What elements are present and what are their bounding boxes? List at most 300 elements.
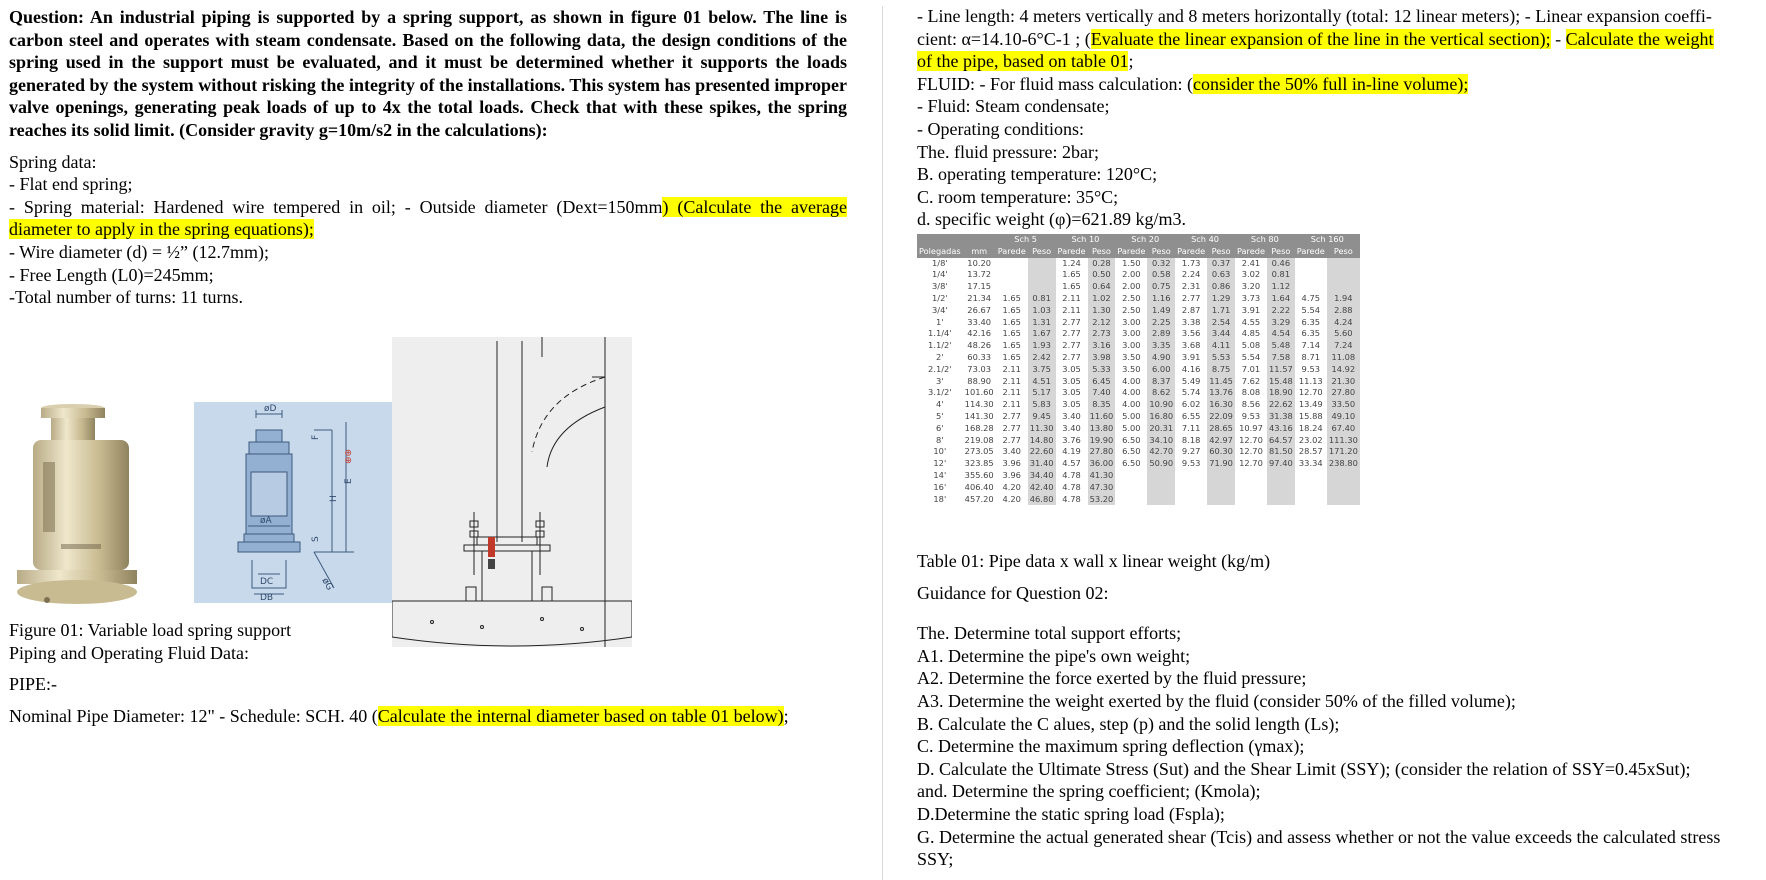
table-cell: 3.68 bbox=[1175, 340, 1207, 352]
table-cell: 4.57 bbox=[1056, 458, 1088, 470]
table-cell: 3.44 bbox=[1207, 328, 1235, 340]
table-cell: 4.75 bbox=[1295, 293, 1327, 305]
table-cell: 3.16 bbox=[1088, 340, 1116, 352]
guidance-list bbox=[917, 622, 1757, 871]
table-row bbox=[917, 494, 1360, 506]
table-row bbox=[917, 423, 1360, 435]
table-cell: 2.11 bbox=[996, 399, 1028, 411]
column-header: mm bbox=[963, 246, 996, 258]
table-cell: 11.60 bbox=[1089, 410, 1114, 421]
table-cell: 10.90 bbox=[1149, 399, 1174, 410]
table-cell: 1/4' bbox=[917, 269, 963, 281]
table-cell: 15.88 bbox=[1295, 411, 1327, 423]
table-cell: 2.42 bbox=[1028, 352, 1056, 364]
column-header: Peso bbox=[1327, 246, 1360, 258]
table-cell: 1' bbox=[917, 317, 963, 329]
table-cell: 0.86 bbox=[1207, 281, 1235, 293]
table-cell: 11.30 bbox=[1029, 422, 1054, 433]
column-header: Parede bbox=[1296, 245, 1325, 256]
guidance-item: B. Calculate the C alues, step (p) and the solid length (Ls); bbox=[917, 713, 1340, 734]
table-cell: 1.50 bbox=[1115, 258, 1147, 270]
table-cell: 9.53 bbox=[1295, 364, 1327, 376]
internal-diameter-highlight: Calculate the internal diameter based on table 01 below) bbox=[377, 705, 784, 726]
table-cell: 8' bbox=[917, 435, 963, 447]
table-cell bbox=[996, 269, 1028, 281]
schedule-header: Sch 80 bbox=[1235, 234, 1295, 246]
table-cell: 11.45 bbox=[1209, 375, 1233, 386]
table-cell: 4.54 bbox=[1267, 328, 1295, 340]
table-cell: 8.62 bbox=[1147, 387, 1175, 399]
pipe-data-table bbox=[917, 234, 1561, 528]
table-cell: 3.96 bbox=[996, 470, 1028, 482]
table-row bbox=[917, 269, 1360, 281]
table-cell: 6.35 bbox=[1295, 328, 1327, 340]
table-cell: 111.30 bbox=[1328, 434, 1358, 445]
table-cell: 4.78 bbox=[1056, 494, 1088, 506]
table-cell: 1.65 bbox=[996, 305, 1028, 317]
expansion-coefficient-text: cient: α=14.10-6°C-1 ; ( bbox=[917, 28, 1091, 49]
right-column bbox=[917, 0, 1757, 870]
fluid-type: - Fluid: Steam condensate; bbox=[917, 96, 1110, 117]
table-cell: 2.77 bbox=[996, 435, 1028, 447]
line-length: - Line length: 4 meters vertically and 8 meters horizontally (total: 12 linear meters); - Linear expansion coeffi- bbox=[917, 6, 1712, 26]
table-cell: 219.08 bbox=[964, 434, 994, 445]
table-cell bbox=[1327, 470, 1360, 482]
table-cell: 11.57 bbox=[1269, 363, 1293, 374]
table-cell: 1/2' bbox=[917, 293, 963, 305]
table-cell: 8.18 bbox=[1175, 435, 1207, 447]
table-cell bbox=[1295, 258, 1327, 270]
table-cell: 2.77 bbox=[1056, 328, 1088, 340]
table-cell: 7.40 bbox=[1088, 387, 1116, 399]
table-cell: 12.70 bbox=[1235, 446, 1267, 458]
table-cell: 3.98 bbox=[1088, 352, 1116, 364]
table-cell: 2.89 bbox=[1147, 328, 1175, 340]
guidance-title: Guidance for Question 02: bbox=[917, 582, 1109, 603]
table-cell: 1.71 bbox=[1207, 305, 1235, 317]
table-cell: 1.30 bbox=[1088, 305, 1116, 317]
table-cell: 60.30 bbox=[1209, 446, 1233, 457]
column-header: Parede bbox=[1236, 245, 1265, 256]
table-cell: 49.10 bbox=[1327, 411, 1360, 423]
table-cell: 5.48 bbox=[1267, 340, 1295, 352]
table-cell: 42.97 bbox=[1209, 434, 1233, 445]
question-text: Question: An industrial piping is supported by a spring support, as shown in figure 01 below. The line is carbon steel and operates with steam condensate. Based on the following data, the design conditions of the spring used in the support must be evaluated, and it must be determined whether it supports the loads generated by the system without risking the integrity of the installations. This system has presented improper valve openings, generating peak loads of up to 4x the total loads. Check that with these spikes, the spring reaches its solid limit. (Consider gravity g=10m/s2 in the calculations): bbox=[9, 7, 847, 140]
table-cell: 97.40 bbox=[1269, 458, 1293, 469]
table-cell: 0.32 bbox=[1147, 258, 1175, 270]
table-cell: 6' bbox=[917, 423, 963, 435]
table-cell bbox=[996, 258, 1028, 270]
table-cell: 2.50 bbox=[1115, 305, 1147, 317]
table-cell: 16.80 bbox=[1149, 410, 1174, 421]
table-cell: 2.11 bbox=[996, 376, 1028, 388]
table-cell: 3.38 bbox=[1175, 317, 1207, 329]
table-cell: 4.11 bbox=[1207, 340, 1235, 352]
table-cell: 2.25 bbox=[1147, 317, 1175, 329]
guidance-item: A3. Determine the weight exerted by the fluid (consider 50% of the filled volume); bbox=[917, 690, 1516, 711]
dimension-drawing bbox=[194, 402, 392, 603]
table-cell: 3/4' bbox=[917, 305, 963, 317]
table-cell: 4.00 bbox=[1115, 399, 1147, 411]
table-cell bbox=[1327, 281, 1360, 293]
table-cell: 4.51 bbox=[1028, 376, 1056, 388]
table-row bbox=[917, 293, 1360, 305]
schedule-header: Sch 20 bbox=[1115, 234, 1175, 246]
table-row bbox=[917, 482, 1360, 494]
table-cell: 15.48 bbox=[1269, 375, 1293, 386]
table-cell: 4.16 bbox=[1175, 364, 1207, 376]
schedule-header: Sch 40 bbox=[1175, 234, 1235, 246]
table-header-blank bbox=[917, 234, 996, 246]
table-cell: 3.40 bbox=[1056, 423, 1088, 435]
guidance-item: D.Determine the static spring load (Fspla); bbox=[917, 803, 1225, 824]
table-cell: 7.24 bbox=[1327, 340, 1360, 352]
table-cell: 1/8' bbox=[917, 258, 963, 270]
table-cell: 3.76 bbox=[1056, 435, 1088, 447]
table-cell: 7.01 bbox=[1235, 364, 1267, 376]
table-cell: 406.40 bbox=[964, 481, 994, 492]
table-cell: 48.26 bbox=[963, 340, 996, 352]
spring-data-title: Spring data: bbox=[9, 151, 97, 172]
table-cell: 1.31 bbox=[1028, 317, 1056, 329]
nominal-diameter-text: Nominal Pipe Diameter: 12" - Schedule: SCH. 40 ( bbox=[9, 705, 378, 726]
table-cell: 6.45 bbox=[1088, 376, 1116, 388]
spring-support-photo bbox=[9, 404, 139, 619]
spring-material-text: - Spring material: Hardened wire tempered in oil; - Outside diameter (Dext=150mm bbox=[9, 196, 663, 217]
table-cell: 0.37 bbox=[1207, 258, 1235, 270]
table-cell: 4.20 bbox=[996, 494, 1028, 506]
room-temperature: C. room temperature: 35°C; bbox=[917, 186, 1119, 207]
table-cell bbox=[1235, 470, 1267, 482]
table-cell: 2.77 bbox=[996, 423, 1028, 435]
table-cell: 10' bbox=[917, 446, 963, 458]
table-cell: 11.13 bbox=[1295, 376, 1327, 388]
column-header: Peso bbox=[1267, 246, 1295, 258]
fluid-mass-text: FLUID: - For fluid mass calculation: ( bbox=[917, 73, 1193, 94]
guidance-item: SSY; bbox=[917, 849, 954, 870]
table-cell: 3.05 bbox=[1056, 364, 1088, 376]
pipe-support-drawing bbox=[392, 337, 632, 647]
column-header: Polegadas bbox=[919, 245, 961, 256]
table-cell bbox=[1115, 494, 1147, 506]
table-cell: 42.70 bbox=[1149, 446, 1174, 457]
table-cell bbox=[1235, 494, 1267, 506]
table-cell: 31.38 bbox=[1269, 410, 1293, 421]
table-cell bbox=[1295, 269, 1327, 281]
table-cell: 18.90 bbox=[1269, 387, 1293, 398]
table-cell: 33.50 bbox=[1327, 399, 1360, 411]
table-cell: 8.71 bbox=[1295, 352, 1327, 364]
table-cell bbox=[1295, 494, 1327, 506]
table-cell: 43.16 bbox=[1269, 422, 1293, 433]
table-cell: 3.40 bbox=[1056, 411, 1088, 423]
guidance-item: C. Determine the maximum spring deflection (γmax); bbox=[917, 736, 1305, 757]
table-cell: 88.90 bbox=[963, 376, 996, 388]
fluid-volume-highlight: consider the 50% full in-line volume); bbox=[1192, 73, 1469, 94]
table-cell: 33.34 bbox=[1295, 458, 1327, 470]
table-cell: 10.20 bbox=[963, 258, 996, 270]
table-cell: 18.24 bbox=[1295, 423, 1327, 435]
table-cell: 2.11 bbox=[996, 364, 1028, 376]
table-cell: 3.20 bbox=[1235, 281, 1267, 293]
table-cell: 2.77 bbox=[1056, 317, 1088, 329]
nominal-diameter-line bbox=[9, 705, 847, 728]
table-cell bbox=[1235, 482, 1267, 494]
flat-end-line: - Flat end spring; bbox=[9, 174, 133, 195]
table-cell: 20.31 bbox=[1149, 422, 1174, 433]
table-cell: 2.77 bbox=[996, 411, 1028, 423]
table-cell: 9.27 bbox=[1175, 446, 1207, 458]
table-cell: 6.50 bbox=[1115, 458, 1147, 470]
table-cell: 5.17 bbox=[1028, 387, 1056, 399]
table-cell: 5.53 bbox=[1207, 352, 1235, 364]
table-cell: 4.24 bbox=[1327, 317, 1360, 329]
table-cell: 1.65 bbox=[1056, 281, 1088, 293]
table-row bbox=[917, 446, 1360, 458]
table-cell: 7.14 bbox=[1295, 340, 1327, 352]
table-cell: 2.73 bbox=[1088, 328, 1116, 340]
table-cell: 28.65 bbox=[1209, 422, 1233, 433]
table-cell: 1.65 bbox=[996, 340, 1028, 352]
table-cell: 3' bbox=[917, 376, 963, 388]
table-cell: 13.80 bbox=[1089, 422, 1114, 433]
table-cell bbox=[1028, 258, 1056, 270]
table-cell: 23.02 bbox=[1295, 435, 1327, 447]
table-cell bbox=[1028, 281, 1056, 293]
operating-temperature: B. operating temperature: 120°C; bbox=[917, 164, 1158, 185]
table-cell: 1.02 bbox=[1088, 293, 1116, 305]
table-cell bbox=[1267, 494, 1295, 506]
table-cell: 60.33 bbox=[963, 352, 996, 364]
pipe-label: PIPE:- bbox=[9, 674, 58, 695]
table-cell: 3.91 bbox=[1175, 352, 1207, 364]
table-cell bbox=[1028, 269, 1056, 281]
table-cell: 1.65 bbox=[1056, 269, 1088, 281]
table-cell bbox=[1147, 482, 1175, 494]
table-cell: 1.49 bbox=[1147, 305, 1175, 317]
table-cell: 67.40 bbox=[1327, 423, 1360, 435]
table-cell: 27.80 bbox=[1327, 387, 1360, 399]
table-cell: 2.11 bbox=[996, 387, 1028, 399]
table-cell bbox=[1115, 482, 1147, 494]
table-cell: 2.54 bbox=[1207, 317, 1235, 329]
table-cell: 14.80 bbox=[1029, 434, 1054, 445]
nominal-diameter-end: ; bbox=[783, 705, 789, 726]
table-cell: 14' bbox=[917, 470, 963, 482]
table-row bbox=[917, 340, 1360, 352]
label-oa: øA bbox=[260, 516, 272, 526]
label-h: H bbox=[329, 495, 339, 502]
table-cell: 273.05 bbox=[964, 446, 994, 457]
table-cell: 0.46 bbox=[1267, 258, 1295, 270]
table-cell: 73.03 bbox=[963, 364, 996, 376]
table-cell bbox=[1175, 494, 1207, 506]
table-cell: 22.09 bbox=[1209, 410, 1233, 421]
table-cell: 33.40 bbox=[963, 317, 996, 329]
spring-material-line bbox=[9, 196, 847, 241]
table-cell: 4.78 bbox=[1056, 470, 1088, 482]
column-header: Parede bbox=[1177, 245, 1206, 256]
average-diameter-highlight: ) (Calculate the average diameter to apply in the spring equations); bbox=[9, 196, 847, 240]
guidance-item: A1. Determine the pipe's own weight; bbox=[917, 645, 1191, 666]
table-row bbox=[917, 399, 1360, 411]
table-cell: 42.16 bbox=[963, 328, 996, 340]
table-cell: 3/8' bbox=[917, 281, 963, 293]
table-cell: 1.65 bbox=[996, 352, 1028, 364]
table-row bbox=[917, 387, 1360, 399]
table-row bbox=[917, 458, 1360, 470]
table-cell: 64.57 bbox=[1269, 434, 1293, 445]
table-cell: 3.00 bbox=[1115, 328, 1147, 340]
table-cell: 1.1/4' bbox=[917, 328, 963, 340]
table-cell: 5.00 bbox=[1115, 423, 1147, 435]
table-cell: 3.00 bbox=[1115, 340, 1147, 352]
table-cell: 5.00 bbox=[1115, 411, 1147, 423]
column-header: Parede bbox=[997, 245, 1026, 256]
table-cell: 8.56 bbox=[1235, 399, 1267, 411]
left-column bbox=[9, 0, 847, 726]
total-turns-line: -Total number of turns: 11 turns. bbox=[9, 287, 244, 308]
table-cell: 2.00 bbox=[1115, 281, 1147, 293]
table-cell bbox=[1327, 269, 1360, 281]
table-cell: 3.02 bbox=[1235, 269, 1267, 281]
sub-header-row bbox=[917, 246, 1360, 258]
guidance-item: G. Determine the actual generated shear (Tcis) and assess whether or not the value exceeds the calculated stress bbox=[917, 826, 1721, 847]
table-cell bbox=[1175, 470, 1207, 482]
table-row bbox=[917, 435, 1360, 447]
table-cell: 0.50 bbox=[1088, 269, 1116, 281]
table-cell: 1.1/2' bbox=[917, 340, 963, 352]
table-cell: 355.60 bbox=[964, 469, 994, 480]
fluid-pressure: The. fluid pressure: 2bar; bbox=[917, 141, 1099, 162]
table-cell: 3.05 bbox=[1056, 376, 1088, 388]
table-cell: 8.08 bbox=[1235, 387, 1267, 399]
table-cell: 22.60 bbox=[1029, 446, 1054, 457]
wire-diameter-line: - Wire diameter (d) = ½” (12.7mm); bbox=[9, 241, 270, 262]
table-cell: 238.80 bbox=[1328, 458, 1358, 469]
table-cell: 2' bbox=[917, 352, 963, 364]
label-s: S bbox=[311, 536, 321, 542]
table-cell: 5.74 bbox=[1175, 387, 1207, 399]
table-cell: 1.65 bbox=[996, 328, 1028, 340]
table-cell: 18' bbox=[917, 494, 963, 506]
table-cell: 4.55 bbox=[1235, 317, 1267, 329]
guidance-item: A2. Determine the force exerted by the fluid pressure; bbox=[917, 668, 1307, 689]
table-cell: 3.1/2' bbox=[917, 387, 963, 399]
table-cell: 4.90 bbox=[1147, 352, 1175, 364]
table-cell: 457.20 bbox=[964, 493, 994, 504]
table-cell: 4.85 bbox=[1235, 328, 1267, 340]
column-header: Parede bbox=[1117, 245, 1146, 256]
label-mark: ⊕⊕ bbox=[344, 448, 354, 464]
table-cell: 2.41 bbox=[1235, 258, 1267, 270]
table-cell: 6.02 bbox=[1175, 399, 1207, 411]
table-cell bbox=[1207, 482, 1235, 494]
table-cell: 31.40 bbox=[1029, 458, 1054, 469]
table-cell: 1.65 bbox=[996, 317, 1028, 329]
table-cell: 8.35 bbox=[1088, 399, 1116, 411]
table-cell: 114.30 bbox=[964, 399, 994, 410]
table-cell: 2.31 bbox=[1175, 281, 1207, 293]
table-cell: 0.81 bbox=[1028, 293, 1056, 305]
table-cell bbox=[1295, 470, 1327, 482]
table-cell: 3.50 bbox=[1115, 364, 1147, 376]
table-cell: 21.34 bbox=[963, 293, 996, 305]
table-cell: 1.03 bbox=[1028, 305, 1056, 317]
table-cell: 5.60 bbox=[1327, 328, 1360, 340]
table-cell: 4.78 bbox=[1056, 482, 1088, 494]
table-cell: 5.08 bbox=[1235, 340, 1267, 352]
table-row bbox=[917, 411, 1360, 423]
table-cell: 171.20 bbox=[1328, 446, 1358, 457]
table-cell bbox=[1207, 470, 1235, 482]
pipe-weight-highlight: of the pipe, based on table 01 bbox=[917, 51, 1129, 72]
operating-conditions: - Operating conditions: bbox=[917, 118, 1084, 139]
table-cell bbox=[996, 281, 1028, 293]
table-cell: 17.15 bbox=[963, 281, 996, 293]
pipe-weight-line bbox=[917, 50, 1757, 73]
table-cell: 21.30 bbox=[1327, 376, 1360, 388]
table-cell: 1.65 bbox=[996, 293, 1028, 305]
table-cell: 1.12 bbox=[1267, 281, 1295, 293]
table-cell: 9.45 bbox=[1028, 411, 1056, 423]
table-cell: 1.93 bbox=[1028, 340, 1056, 352]
column-header: Peso bbox=[1088, 246, 1116, 258]
table-cell: 3.29 bbox=[1267, 317, 1295, 329]
table-cell bbox=[1267, 482, 1295, 494]
figure-caption: Figure 01: Variable load spring support bbox=[9, 620, 292, 640]
table-cell: 3.35 bbox=[1147, 340, 1175, 352]
table-cell: 16' bbox=[917, 482, 963, 494]
table-cell: 12.70 bbox=[1295, 387, 1327, 399]
table-cell: 27.80 bbox=[1089, 446, 1114, 457]
table-cell: 323.85 bbox=[964, 458, 994, 469]
table-cell: 1.67 bbox=[1028, 328, 1056, 340]
schedule-header-row bbox=[917, 234, 1360, 246]
table-cell: 46.80 bbox=[1029, 493, 1054, 504]
guidance-item: D. Calculate the Ultimate Stress (Sut) and the Shear Limit (SSY); (consider the relation of SSY=0.45xSut); bbox=[917, 758, 1691, 779]
table-cell: 41.30 bbox=[1089, 469, 1114, 480]
table-cell bbox=[1327, 482, 1360, 494]
table-cell: 3.00 bbox=[1115, 317, 1147, 329]
table-cell: 5.49 bbox=[1175, 376, 1207, 388]
table-cell bbox=[1147, 470, 1175, 482]
table-row bbox=[917, 258, 1360, 270]
label-f: F bbox=[311, 434, 321, 440]
table-cell: 6.35 bbox=[1295, 317, 1327, 329]
table-cell: 10.97 bbox=[1235, 423, 1267, 435]
schedule-header: Sch 10 bbox=[1056, 234, 1116, 246]
table-cell: 28.57 bbox=[1295, 446, 1327, 458]
label-dc: DC bbox=[260, 577, 274, 587]
free-length-line: - Free Length (L0)=245mm; bbox=[9, 264, 214, 285]
table-cell: 0.28 bbox=[1088, 258, 1116, 270]
table-cell: 9.53 bbox=[1175, 458, 1207, 470]
pipe-weight-highlight-start: Calculate the weight bbox=[1565, 28, 1714, 49]
table-cell: 0.64 bbox=[1088, 281, 1116, 293]
table-cell: 12' bbox=[917, 458, 963, 470]
table-cell: 2.00 bbox=[1115, 269, 1147, 281]
table-cell: 3.50 bbox=[1115, 352, 1147, 364]
table-cell: 3.96 bbox=[996, 458, 1028, 470]
label-od: øD bbox=[264, 404, 277, 414]
table-cell: 9.53 bbox=[1235, 411, 1267, 423]
column-header: Peso bbox=[1207, 246, 1235, 258]
separator-text: - bbox=[1550, 28, 1566, 49]
table-cell: 50.90 bbox=[1149, 458, 1174, 469]
table-row bbox=[917, 352, 1360, 364]
table-cell: 5.33 bbox=[1088, 364, 1116, 376]
